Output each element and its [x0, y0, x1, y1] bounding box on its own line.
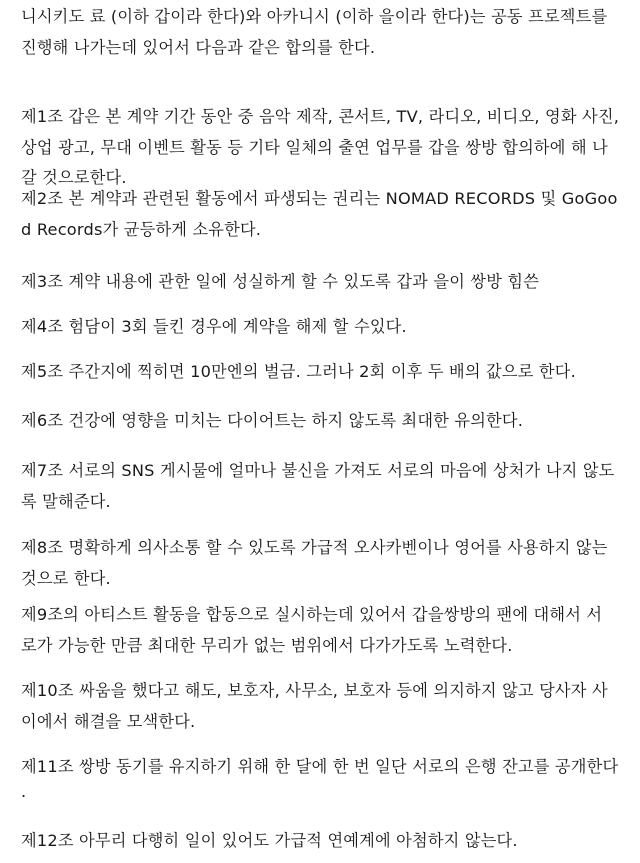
text-line: 제12조 아무리 다행히 일이 있어도 가급적 연예계에 아첨하지 않는다.: [21, 831, 518, 850]
article-11-paragraph: [21, 752, 627, 809]
text-line: 제1조 갑은 본 계약 기간 동안 중 음악 제작, 콘서트, TV, 라디오, 비디오, 영화 사진,: [21, 107, 620, 126]
article-7-paragraph: [21, 456, 627, 517]
article-5-paragraph: [21, 357, 627, 388]
article-6-paragraph: [21, 406, 627, 437]
text-line: 록 말해준다.: [21, 491, 111, 511]
article-2-paragraph: [21, 184, 627, 245]
text-line: 것으로 한다.: [21, 568, 111, 588]
text-line: 제5조 주간지에 찍히면 10만엔의 벌금. 그러나 2회 이후 두 배의 값으로 한다.: [21, 362, 576, 381]
text-line: 로가 가능한 만큼 최대한 무리가 없는 범위에서 다가가도록 노력한다.: [21, 635, 513, 655]
text-line: 제11조 쌍방 동기를 유지하기 위해 한 달에 한 번 일단 서로의 은행 잔고를 공개한다: [21, 757, 619, 776]
text-line: 제6조 건강에 영향을 미치는 다이어트는 하지 않도록 최대한 유의한다.: [21, 411, 524, 430]
article-1-paragraph: [21, 102, 627, 194]
text-line: 제8조 명확하게 의사소통 할 수 있도록 가급적 오사카벤이나 영어를 사용하지 않는: [21, 538, 608, 557]
text-line: d Records가 균등하게 소유한다.: [21, 219, 262, 239]
article-4-paragraph: [21, 312, 627, 343]
article-8-paragraph: [21, 533, 627, 594]
text-line: 상업 광고, 무대 이벤트 활동 등 기타 일체의 출연 업무를 갑을 쌍방 합의하에 해 나: [21, 137, 608, 157]
article-10-paragraph: [21, 676, 627, 737]
article-12-paragraph: [21, 826, 627, 857]
text-line: 제9조의 아티스트 활동을 합동으로 실시하는데 있어서 갑을쌍방의 팬에 대해서 서: [21, 605, 603, 624]
text-line: 제7조 서로의 SNS 게시물에 얼마나 불신을 가져도 서로의 마음에 상처가 나지 않도: [21, 461, 615, 480]
text-line: 제4조 험담이 3회 들킨 경우에 계약을 해제 할 수있다.: [21, 317, 407, 336]
text-line: 진행해 나가는데 있어서 다음과 같은 합의를 한다.: [21, 37, 376, 57]
text-line: .: [21, 781, 27, 801]
text-line: 니시키도 료 (이하 갑이라 한다)와 아카니시 (이하 을이라 한다)는 공동 프로젝트를: [21, 7, 608, 26]
article-3-paragraph: [21, 267, 627, 298]
article-9-paragraph: [21, 600, 627, 661]
text-line: 제3조 계약 내용에 관한 일에 성실하게 할 수 있도록 갑과 을이 쌍방 힘쓴: [21, 272, 540, 291]
text-line: 갈 것으로한다.: [21, 168, 127, 187]
text-line: 이에서 해결을 모색한다.: [21, 711, 196, 731]
text-line: 제2조 본 계약과 관련된 활동에서 파생되는 권리는 NOMAD RECORDS 및 GoGoo: [21, 189, 618, 208]
preamble-paragraph: [21, 2, 627, 63]
text-line: 제10조 싸움을 했다고 해도, 보호자, 사무소, 보호자 등에 의지하지 않고 당사자 사: [21, 681, 608, 700]
